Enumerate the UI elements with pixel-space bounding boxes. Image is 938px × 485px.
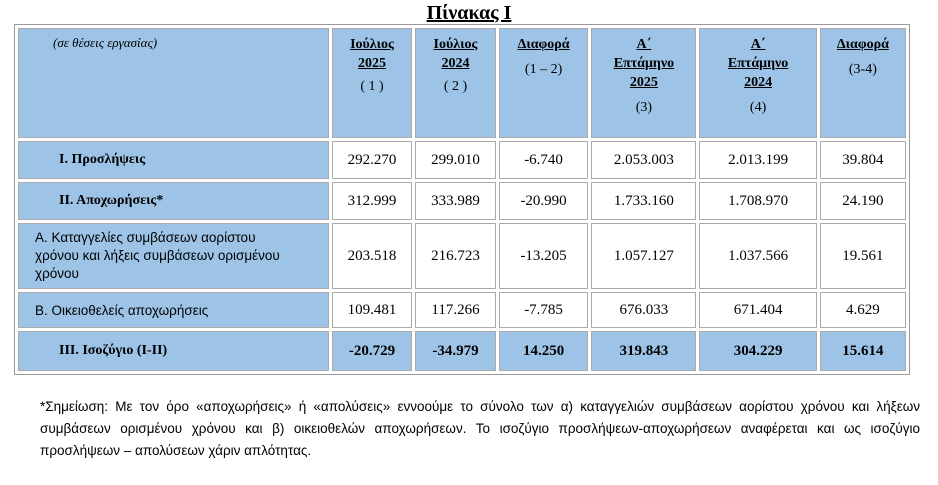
table-row: [18, 223, 906, 289]
col-header-diff-3-4: Διαφορά (3-4): [820, 28, 906, 138]
col-header-diff-1-2: Διαφορά (1 – 2): [499, 28, 589, 138]
cell: 109.481: [332, 292, 412, 328]
cell: 292.270: [332, 141, 412, 179]
cell: -7.785: [499, 292, 589, 328]
cell: 299.010: [415, 141, 495, 179]
cell: 1.733.160: [591, 182, 696, 220]
cell: 14.250: [499, 331, 589, 371]
cell: 671.404: [699, 292, 816, 328]
cell: 39.804: [820, 141, 906, 179]
cell: 333.989: [415, 182, 495, 220]
cell: 15.614: [820, 331, 906, 371]
units-label: (σε θέσεις εργασίας): [18, 28, 329, 138]
footnote: [40, 396, 920, 462]
table-row: [18, 292, 906, 328]
cell: 1.057.127: [591, 223, 696, 289]
cell: 216.723: [415, 223, 495, 289]
footnote-lead: *Σημείωση: [40, 399, 105, 414]
cell: 319.843: [591, 331, 696, 371]
cell: 304.229: [699, 331, 816, 371]
footnote-text: : Με τον όρο «αποχωρήσεις» ή «απολύσεις» εννοούμε το σύνολο των α) καταγγελιών συμβάσεων αορίστου χρόνου και λήξεων συμβάσεων ορισμένου χρόνου και β) οικειοθελών αποχωρήσεων. Το ισοζύγιο προσλήψεων-αποχωρήσεων αναφέρεται και ως ισοζύγιο προσλήψεων – απολύσεων χάριν απλότητας.: [40, 399, 920, 458]
cell: -13.205: [499, 223, 589, 289]
col-header-july-2024: Ιούλιος 2024 ( 2 ): [415, 28, 495, 138]
header-row: [18, 28, 906, 138]
cell: -20.990: [499, 182, 589, 220]
col-header-july-2025: Ιούλιος 2025 ( 1 ): [332, 28, 412, 138]
cell: 312.999: [332, 182, 412, 220]
table-row: [18, 182, 906, 220]
cell: -6.740: [499, 141, 589, 179]
cell: 24.190: [820, 182, 906, 220]
row-label-hirings: Ι. Προσλήψεις: [18, 141, 329, 179]
row-label-departures: ΙΙ. Αποχωρήσεις*: [18, 182, 329, 220]
cell: 676.033: [591, 292, 696, 328]
table-row-total: [18, 331, 906, 371]
cell: 1.037.566: [699, 223, 816, 289]
cell: 117.266: [415, 292, 495, 328]
cell: 203.518: [332, 223, 412, 289]
cell: 1.708.970: [699, 182, 816, 220]
cell: 2.013.199: [699, 141, 816, 179]
col-header-7month-2024: Α΄ Επτάμηνο 2024 (4): [699, 28, 816, 138]
row-label-voluntary: Β. Οικειοθελείς αποχωρήσεις: [18, 292, 329, 328]
statistics-table: [14, 24, 910, 375]
table-row: [18, 141, 906, 179]
page-title: Πίνακας Ι: [426, 2, 512, 24]
cell: 4.629: [820, 292, 906, 328]
cell: -34.979: [415, 331, 495, 371]
row-label-terminations: Α. Καταγγελίες συμβάσεων αορίστου χρόνου και λήξεις συμβάσεων ορισμένου χρόνου: [18, 223, 329, 289]
cell: 2.053.003: [591, 141, 696, 179]
row-label-balance: ΙΙΙ. Ισοζύγιο (Ι-ΙΙ): [18, 331, 329, 371]
cell: -20.729: [332, 331, 412, 371]
col-header-7month-2025: Α΄ Επτάμηνο 2025 (3): [591, 28, 696, 138]
cell: 19.561: [820, 223, 906, 289]
